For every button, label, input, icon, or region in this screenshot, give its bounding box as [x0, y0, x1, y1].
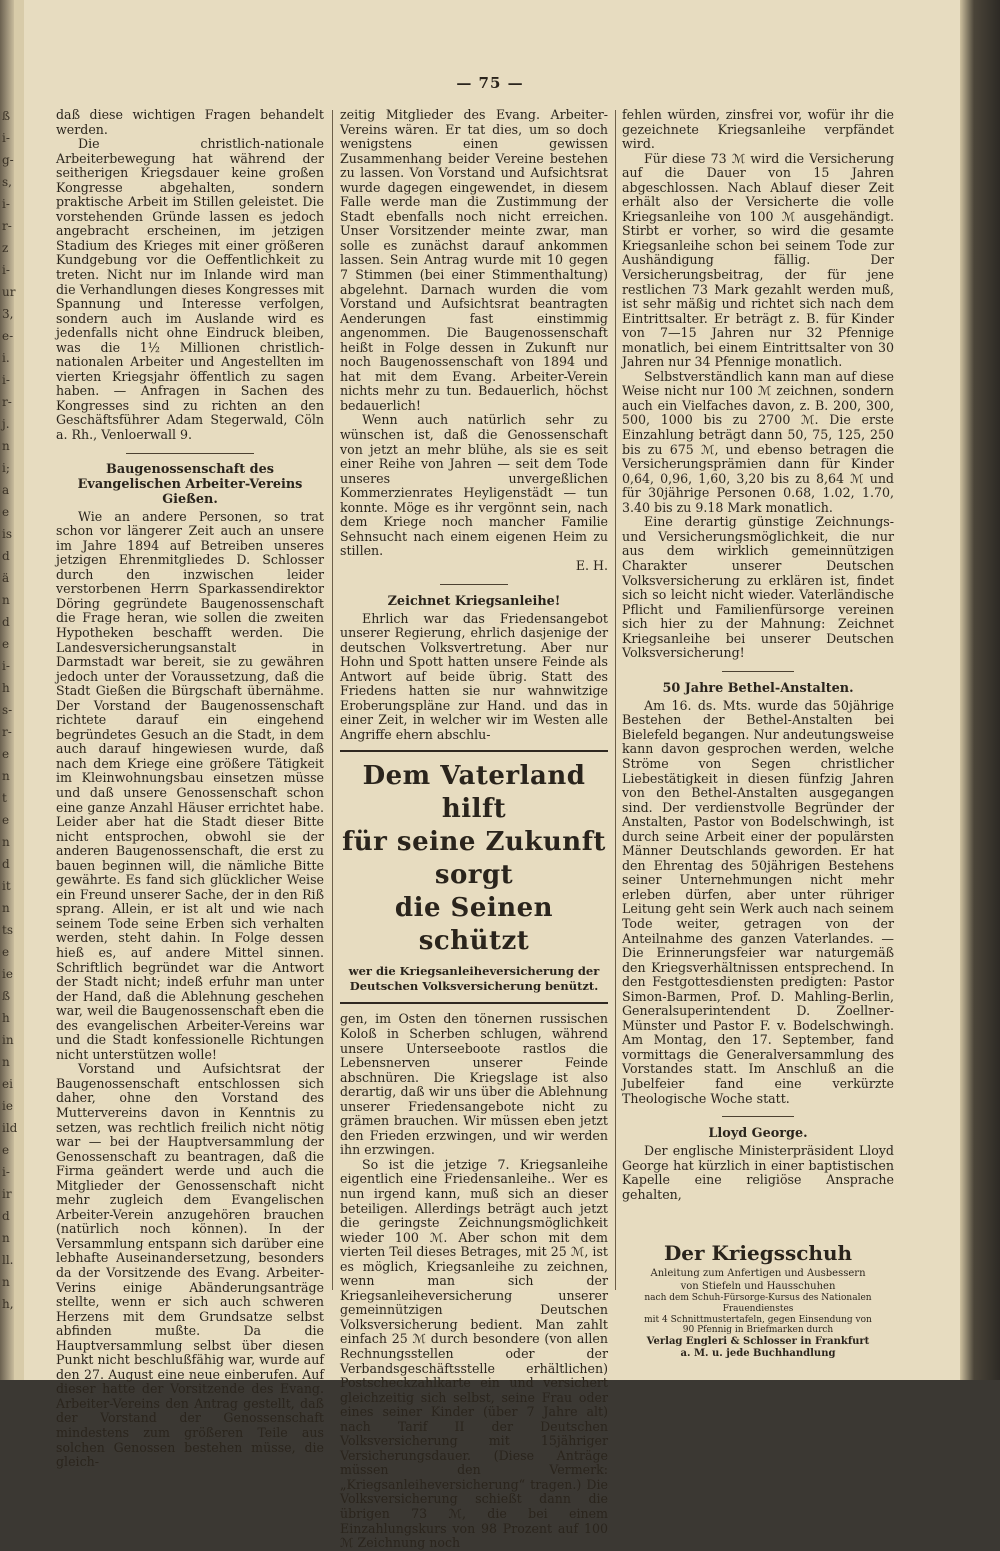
ad-headline-line: Dem Vaterland hilft [362, 761, 586, 825]
margin-letter: n [2, 439, 10, 453]
book-edge-right [960, 0, 1000, 1380]
article-paragraph: Ehrlich war das Friedensangebot unserer Regierung, ehrlich dasjenige der deutschen Volksvertretung. Aber nur Hohn und Spott hatten unsere Feinde als Antwort auf beide übrig. Statt des Friedens hatten sie nur wahnwitzige Eroberungspläne zur Hand. und das in einer Zeit, in welcher wir im Westen alle Angriffe ehern abschlu- [340, 610, 608, 742]
margin-letter: r- [2, 219, 12, 233]
margin-letter: s- [2, 703, 13, 717]
margin-letter: ä [2, 571, 10, 585]
column-2 [340, 108, 608, 1551]
margin-letter: ie [2, 1099, 13, 1113]
ad-subline-line: wer die Kriegsanleiheversicherung der [348, 964, 600, 979]
margin-letter: n [2, 901, 10, 915]
margin-letter: r- [2, 395, 12, 409]
margin-letter: d [2, 549, 10, 563]
margin-letter: h, [2, 1297, 14, 1311]
margin-letter: i; [2, 461, 10, 475]
margin-letter: d [2, 615, 10, 629]
book-ad-title: Der Kriegsschuh [663, 1241, 853, 1266]
margin-letter: ir [2, 1187, 12, 1201]
heading-bethel: 50 Jahre Bethel-Anstalten. [662, 680, 854, 696]
heading-line: Evangelischen Arbeiter-Vereins Gießen. [77, 476, 303, 507]
margin-letter: t [2, 791, 7, 805]
margin-letter: n [2, 1275, 10, 1289]
heading-baugenossenschaft [56, 462, 324, 507]
heading-line: Baugenossenschaft des [106, 461, 274, 477]
margin-letter: e- [2, 329, 14, 343]
margin-letter: e [2, 945, 10, 959]
margin-letter: n [2, 1055, 10, 1069]
margin-letter: g- [2, 153, 14, 167]
book-ad-price: mit 4 Schnittmustertafeln, gegen Einsendung von 90 Pfennig in Briefmarken durch [644, 1314, 872, 1336]
advertisement-box [340, 750, 608, 1004]
margin-letter: n [2, 593, 10, 607]
heading-lloyd-george: Lloyd George. [708, 1126, 808, 1142]
margin-letter: d [2, 1209, 10, 1223]
margin-letter: h [2, 681, 10, 695]
article-paragraph: Selbstverständlich kann man auf diese Weise nicht nur 100 ℳ zeichnen, sondern auch ein Vielfaches davon, z. B. 200, 300, 500, 1000 bis zu 2700 ℳ. Die erste Einzahlung beträgt dann 50, 75, 125, 250 bis zu 675 ℳ, und ebenso betragen die Versicherungsprämien dann für Kinder 0,64, 0,96, 1,60, 3,20 bis zu 8,64 ℳ und für 30jährige Personen 0.68, 1.02, 1.70, 3.40 bis zu 9.18 Mark monatlich. [622, 368, 894, 515]
margin-letter: ß [2, 989, 11, 1003]
margin-letter: a [2, 483, 10, 497]
margin-letter: it [2, 879, 11, 893]
article-paragraph: Der englische Ministerpräsident Lloyd George hat kürzlich in einer baptistischen Kapelle eine religiöse Ansprache gehalten, [622, 1143, 894, 1202]
margin-letter: h [2, 1011, 10, 1025]
margin-letter: n [2, 769, 10, 783]
margin-letter: d [2, 857, 10, 871]
margin-letter: i- [2, 263, 10, 277]
ad-headline [340, 760, 608, 958]
article-paragraph: Wenn auch natürlich sehr zu wünschen ist, daß die Genossenschaft von jetzt an mehr blühe, als sie es seit einer Reihe von Jahren — seit dem Tode unseres unvergeßlichen Kommerzienrates Heyligenstädt — tun konnte. Möge es ihr vergönnt sein, nach dem Kriege noch mancher Familie Sehnsucht nach einem eigenen Heim zu stillen. [340, 412, 608, 559]
book-ad-publisher: Verlag Engleri & Schlosser in Frankfurt a. M. u. jede Buchhandlung [646, 1335, 870, 1360]
margin-letter: n [2, 835, 10, 849]
book-ad-description: Anleitung zum Anfertigen und Ausbessern von Stiefeln und Hausschuhen [650, 1268, 866, 1292]
margin-letter: e [2, 637, 10, 651]
margin-letter: 3, [2, 307, 14, 321]
article-paragraph: Die christlich-nationale Arbeiterbewegung hat während der seitherigen Kriegsdauer keine großen Kongresse abgehalten, sondern praktische Arbeit im Stillen geleistet. Die vorstehenden Gründe lassen es jedoch angebracht erscheinen, im jetzigen Stadium des Krieges mit einer größeren Kundgebung vor die Oeffentlichkeit zu treten. Nicht nur im Inlande wird man die Verhandlungen dieses Kongresses mit Spannung und Interesse verfolgen, sondern auch im Auslande wird es jedenfalls nicht ohne Eindruck bleiben, was die 1½ Millionen christlich-nationalen Arbeiter und Angestellten im vierten Kriegsjahr öffentlich zu sagen haben. — Anfragen in Sachen des Kongresses sind zu richten an den Geschäftsführer Adam Stegerwald, Cöln a. Rh., Venloerwall 9. [56, 136, 324, 443]
column-1 [56, 108, 324, 1470]
section-rule [126, 453, 254, 454]
margin-letter: is [2, 527, 12, 541]
section-rule [722, 1116, 794, 1117]
ad-headline-line: die Seinen schützt [394, 893, 554, 957]
article-paragraph: gen, im Osten den tönernen russischen Koloß in Scherben schlugen, während unsere Unterseeboote rastlos die Lebensnerven unserer Feinde abschnüren. Die Kriegslage ist also derartig, daß wir uns über die Ablehnung unserer Friedensangebote nicht zu grämen brauchen. Wir müssen eben jetzt den Frieden erzwingen, und wir werden ihn erzwingen. [340, 1011, 608, 1158]
column-divider-1 [332, 110, 333, 1290]
margin-letter: ie [2, 967, 13, 981]
ad-headline-line: für seine Zukunft sorgt [342, 827, 606, 891]
article-paragraph: So ist die jetzige 7. Kriegsanleihe eigentlich eine Friedensanleihe.. Wer es nun irgend kann, muß sich an dieser beteiligen. Allerdings beträgt auch jetzt die geringste Zeichnungsmöglichkeit wieder 100 ℳ. Aber schon mit dem vierten Teil dieses Betrages, mit 25 ℳ, ist es möglich, Kriegsanleihe zu zeichnen, wenn man sich der Kriegsanleiheversicherung unserer gemeinnützigen Deutschen Volksversicherung bedient. Man zahlt einfach 25 ℳ durch besondere (von allen Rechnungsstellen oder der Verbandsgeschäftsstelle erhältlichen) Postscheckzahlkarte ein und versichert gleichzeitig sich selbst, seine Frau oder eines seiner Kinder (über 7 Jahre alt) nach Tarif II der Deutschen Volksversicherung mit 15jähriger Versicherungsdauer. (Diese Anträge müssen den Vermerk: „Kriegsanleiheversicherung“ tragen.) Die Volksversicherung schießt dann die übrigen 73 ℳ, die bei einem Einzahlungskurs von 98 Prozent auf 100 ℳ Zeichnung noch [340, 1156, 608, 1551]
margin-letter: e [2, 813, 10, 827]
book-ad-course: nach dem Schuh-Fürsorge-Kursus des Nationalen Frauendienstes [644, 1293, 872, 1315]
margin-letter: i. [2, 351, 10, 365]
article-paragraph: Eine derartig günstige Zeichnungs- und Versicherungsmöglichkeit, die nur aus dem wirklich gemeinnützigen Charakter unserer Deutschen Volksversicherung zu erklären ist, findet sich so leicht nicht wieder. Vaterländische Pflicht und Familienfürsorge vereinen sich hier zu der Mahnung: Zeichnet Kriegsanleihe bei unserer Deutschen Volksversicherung! [622, 514, 894, 661]
margin-letter: i- [2, 131, 10, 145]
article-paragraph: zeitig Mitglieder des Evang. Arbeiter-Vereins wären. Er tat dies, um so doch wenigstens einen gewissen Zusammenhang beider Vereine bestehen zu lassen. Von Vorstand und Aufsichtsrat wurde dagegen eingewendet, in diesem Falle werde man die Zustimmung der Stadt ebenfalls noch nicht erreichen. Unser Vorsitzender meinte zwar, man solle es zunächst darauf ankommen lassen. Sein Antrag wurde mit 10 gegen 7 Stimmen (bei einer Stimmenthaltung) abgelehnt. Darnach wurden die vom Vorstand und Aufsichtsrat beantragten Aenderungen fast einstimmig angenommen. Die Baugenossenschaft heißt in Folge dessen in Zukunft nur noch Baugenossenschaft von 1894 und hat mit dem Evang. Arbeiter-Verein nichts mehr zu tun. Bedauerlich, höchst bedauerlich! [340, 107, 608, 413]
margin-letter: i- [2, 659, 10, 673]
page-number: — 75 — [456, 74, 524, 92]
margin-letter: s, [2, 175, 12, 189]
section-rule [440, 584, 508, 585]
margin-letter: e [2, 1143, 10, 1157]
margin-letter: n [2, 1231, 10, 1245]
margin-letter: ur [2, 285, 16, 299]
margin-letter: e [2, 747, 10, 761]
margin-letter: e [2, 505, 10, 519]
margin-letter: ß [2, 109, 11, 123]
margin-letter: ei [2, 1077, 13, 1091]
margin-letter: i- [2, 197, 10, 211]
margin-letter: ts [2, 923, 13, 937]
margin-letter: j. [2, 417, 10, 431]
heading-kriegsanleihe: Zeichnet Kriegsanleihe! [387, 593, 561, 609]
margin-letter: r- [2, 725, 12, 739]
margin-letter: z [2, 241, 9, 255]
margin-letter: i- [2, 373, 10, 387]
article-paragraph: Vorstand und Aufsichtsrat der Baugenossenschaft entschlossen sich daher, ohne den Vorstand des Muttervereins davon in Kenntnis zu setzen, was rechtlich freilich nicht nötig war — bei der Hauptversammlung der Genossenschaft zu beantragen, daß die Firma geändert werde und auch die Mitglieder der Genossenschaft nicht mehr zugleich dem Evangelischen Arbeiter-Verein anzugehören brauchen (natürlich noch können). In der Versammlung entspann sich darüber eine lebhafte Auseinandersetzung, besonders da der Vorsitzende des Evang. Arbeiter-Verins einige Abänderungsanträge stellte, wenn er sich auch schweren Herzens mit dem Grundsatze selbst abfinden mußte. Da die Hauptversammlung selbst über diesen Punkt nicht beschlußfähig war, wurde auf den 27. August eine neue einberufen. Auf dieser hatte der Vorsitzende des Evang. Arbeiter-Vereins den Antrag gestellt, daß der Vorstand der Genossenschaft mindestens zum größeren Teile aus solchen Genossen bestehen müsse, die gleich- [56, 1061, 324, 1470]
article-paragraph: daß diese wichtigen Fragen behandelt werden. [56, 107, 324, 137]
ad-subline [340, 964, 608, 994]
ad-subline-line: Deutschen Volksversicherung benützt. [349, 979, 599, 994]
article-paragraph: Für diese 73 ℳ wird die Versicherung auf die Dauer von 15 Jahren abgeschlossen. Nach Ablauf dieser Zeit erhält also der Versicherte die volle Kriegsanleihe von 100 ℳ ausgehändigt. Stirbt er vorher, so wird die gesamte Kriegsanleihe schon bei seinem Tode zur Aushändigung fällig. Der Versicherungsbeitrag, der für jene restlichen 73 Mark gezahlt werden muß, ist sehr mäßig und richtet sich nach dem Eintrittsalter. Er beträgt z. B. für Kinder von 7—15 Jahren nur 32 Pfennige monatlich, bei einem Eintrittsalter von 30 Jahren nur 34 Pfennige monatlich. [622, 150, 894, 370]
book-advertisement [644, 1240, 872, 1361]
margin-letter: ild [2, 1121, 18, 1135]
margin-letter: i- [2, 1165, 10, 1179]
article-paragraph: Wie an andere Personen, so trat schon vor längerer Zeit auch an unsere im Jahre 1894 auf Betreiben unseres jetzigen Ehrenmitgliedes D. Schlosser durch den inzwischen leider verstorbenen Herrn Sparkassendirektor Döring gegründete Baugenossenschaft die Frage heran, wie sollen die zweiten Hypotheken beschafft werden. Die Landesversicherungsanstalt in Darmstadt war bereit, sie zu gewähren jedoch unter der Voraussetzung, daß die Stadt Gießen die Bürgschaft übernähme. Der Vorstand der Baugenossenschaft richtete darauf ein eingehend begründetes Gesuch an die Stadt, in dem auch darauf hingewiesen wurde, daß nach dem Kriege eine größere Tätigkeit im Kleinwohnungsbau einsetzen müsse und daß unsere Genossenschaft schon eine ganze Anzahl Häuser errichtet habe. Leider aber hat die Stadt dieser Bitte nicht entsprochen, obwohl sie der anderen Baugenossenschaft, die erst zu bauen beginnen will, die nämliche Bitte gewährte. Es fand sich glücklicher Weise ein Freund unserer Sache, der in den Riß sprang. Allein, er ist alt und wie nach seinem Tode seine Erben sich verhalten werden, steht dahin. In Folge dessen hieß es, auf andere Mittel sinnen. Schriftlich begründet war die Antwort der Stadt nicht; indeß erfuhr man unter der Hand, daß die Ablehnung geschehen war, weil die Baugenossenschaft eben die des evangelischen Arbeiter-Vereins war und die Stadt konfessionelle Richtungen nicht unterstützen wolle! [56, 508, 324, 1062]
column-3 [622, 108, 894, 1361]
article-paragraph: Am 16. ds. Mts. wurde das 50jährige Bestehen der Bethel-Anstalten bei Bielefeld begangen. Nur andeutungsweise kann davon gesprochen werden, welche Ströme von Segen christlicher Liebestätigkeit in diesen fünfzig Jahren von den Bethel-Anstalten ausgegangen sind. Der verdienstvolle Begründer der Anstalten, Pastor von Bodelschwingh, ist durch seine Arbeit einer der populärsten Männer Deutschlands geworden. Er hat den Ehrentag des 50jährigen Bestehens seiner Unternehmungen nicht mehr erleben dürfen, aber unter rühriger Leitung geht sein Werk auch nach seinem Tode weiter, getragen von der Anteilnahme des ganzen Vaterlandes. — Die Erinnerungsfeier war naturgemäß den Kriegsverhältnissen entsprechend. In den Festgottesdiensten predigten: Pastor Simon-Barmen, Prof. D. Mahling-Berlin, Generalsuperintendent D. Zoellner-Münster und Pastor F. v. Bodelschwingh. Am Montag, den 17. September, fand vormittags die Generalversammlung des Vorstandes statt. Im Anschluß an die Jubelfeier fand eine verkürzte Theologische Woche statt. [622, 697, 894, 1106]
margin-letter: ll. [2, 1253, 14, 1267]
previous-page-margin-letters [2, 105, 16, 1315]
margin-letter: in [2, 1033, 14, 1047]
section-rule [722, 671, 794, 672]
article-paragraph: fehlen würden, zinsfrei vor, wofür ihr die gezeichnete Kriegsanleihe verpfändet wird. [622, 107, 894, 152]
column-divider-2 [615, 110, 616, 1290]
article-signature: E. H. [575, 557, 608, 573]
